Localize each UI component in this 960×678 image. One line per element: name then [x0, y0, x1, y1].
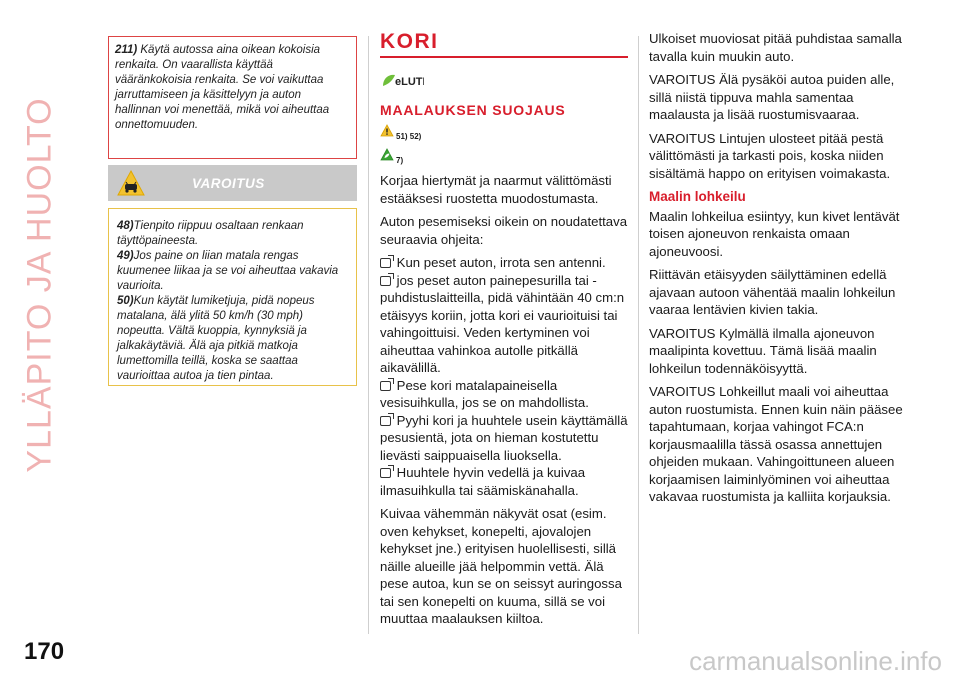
- caution-box: [108, 36, 357, 159]
- warning-header: [108, 165, 357, 201]
- list-item: Kun peset auton, irrota sen antenni.: [380, 254, 630, 272]
- column-divider: [368, 36, 369, 634]
- sub-heading: Maalin lohkeilu: [649, 189, 746, 204]
- list-item: Huuhtele hyvin vedellä ja kuivaa ilmasuihkulla tai säämiskänahalla.: [380, 465, 586, 498]
- section-heading: KORI: [380, 30, 439, 53]
- list-item: Pyyhi kori ja huuhtele usein käyttämällä pesusientä, jota on hieman kostutettu lievästi saippuaisella liuoksella.: [380, 412, 628, 463]
- list-item: Pese kori matalapaineisella vesisuihkulla, jos se on mahdollista.: [380, 377, 589, 410]
- svg-text:eLUTI: eLUTI: [395, 76, 424, 88]
- warning-triangle-icon: [380, 124, 394, 142]
- warning-item: 50)Kun käytät lumiketjuja, pidä nopeus matalana, älä ylitä 50 km/h (30 mph) nopeutta. Vältä kuoppia, kynnyksiä ja jalkakäytäviä. Älä aja pitkiä matkoja lumettomilla teillä, koska se saattaa vaurioittaa autoa ja tien pintaa.: [117, 295, 315, 382]
- paragraph: Maalin lohkeilua esiintyy, kun kivet lentävät toisen ajoneuvon renkaista omaan ajoneuvoosi.: [649, 208, 900, 259]
- caution-number: 211): [115, 44, 138, 56]
- sub-heading: MAALAUKSEN SUOJAUS: [380, 102, 566, 118]
- body-text: [380, 172, 630, 628]
- body-text: [649, 30, 907, 506]
- warning-box: [108, 208, 357, 386]
- environment-reference: 7): [380, 148, 630, 166]
- checkbox-bullet-icon: [380, 258, 391, 268]
- paragraph: VAROITUS Lohkeillut maali voi aiheuttaa auton ruostumista. Ennen kuin näin pääsee tapahtumaan, korjaa vahingot FCA:n korjausmaalilla tässä osassa annettujen ohjeiden mukaan. Vahingoittuneen alueen korjaamisen laiminlyöminen voi aiheuttaa vakavaa ruostumista ja kalliita korjauksia.: [649, 384, 903, 504]
- checkbox-bullet-icon: [380, 381, 391, 391]
- right-column: [649, 30, 907, 512]
- column-divider: [638, 36, 639, 634]
- car-warning-icon: [116, 169, 146, 202]
- warning-item: 49)Jos paine on liian matala rengas kuumenee liikaa ja se voi aiheuttaa vakavia vaurioita.: [117, 250, 339, 292]
- paragraph: VAROITUS Lintujen ulosteet pitää pestä välittömästi ja tarkasti pois, koska niiden sisältämä happo on erityisen voimakasta.: [649, 130, 891, 181]
- environment-triangle-icon: [380, 148, 394, 166]
- checkbox-bullet-icon: [380, 468, 391, 478]
- watermark: carmanualsonline.info: [689, 646, 942, 676]
- paragraph: VAROITUS Älä pysäköi autoa puiden alle, sillä niistä tippuva mahla samentaa maalausta ja lisää ruostumisvaaraa.: [649, 72, 895, 122]
- caution-text: Käytä autossa aina oikean kokoisia renkaita. On vaarallista käyttää vääränkokoisia renkaita. Se voi vaikuttaa jarruttamiseen ja käsittelyyn ja auton hallinnan voi menettää, mikä voi aiheuttaa onnettomuuden.: [115, 44, 330, 131]
- warning-item: 48)Tienpito riippuu osaltaan renkaan täyttöpaineesta.: [117, 220, 304, 247]
- paragraph: Korjaa hiertymät ja naarmut välittömästi estääksesi ruostetta muodostumasta.: [380, 173, 612, 206]
- paragraph: Ulkoiset muoviosat pitää puhdistaa samalla tavalla kuin muukin auto.: [649, 31, 902, 64]
- eco-logo: [380, 70, 630, 90]
- warning-title: VAROITUS: [192, 175, 265, 191]
- left-column: [108, 36, 357, 386]
- warning-reference: 51) 52): [380, 124, 630, 142]
- middle-column: [380, 30, 630, 634]
- page-number: 170: [24, 638, 65, 665]
- paragraph: VAROITUS Kylmällä ilmalla ajoneuvon maalipinta kovettuu. Tämä lisää maalin lohkeilun todennäköisyyttä.: [649, 325, 877, 376]
- paragraph: Auton pesemiseksi oikein on noudatettava seuraavia ohjeita:: [380, 214, 628, 247]
- paragraph: Riittävän etäisyyden säilyttäminen edellä ajavaan autoon vähentää maalin lohkeilun vaaraa lentävien kivien takia.: [649, 267, 896, 317]
- checkbox-bullet-icon: [380, 416, 391, 426]
- checkbox-bullet-icon: [380, 276, 391, 286]
- list-item: jos peset auton painepesurilla tai -puhdistuslaitteilla, pidä vähintään 40 cm:n etäisyys koriin, jotta kori ei vaurioituisi tai vahingoittuisi. Veden kertyminen voi aiheuttaa vahinkoa autolle pitkällä aikavälillä.: [380, 272, 625, 375]
- heading-rule: [380, 56, 628, 58]
- paragraph: Kuivaa vähemmän näkyvät osat (esim. oven kehykset, konepelti, ajovalojen kehykset jne.) erityisen huolellisesti, sillä näille alueille jää helpommin vettä. Älä pese autoa, kun se on seissyt auringossa tai sen konepelti on kuuma, sillä se voi muuttaa maalauksen kiiltoa.: [380, 506, 622, 626]
